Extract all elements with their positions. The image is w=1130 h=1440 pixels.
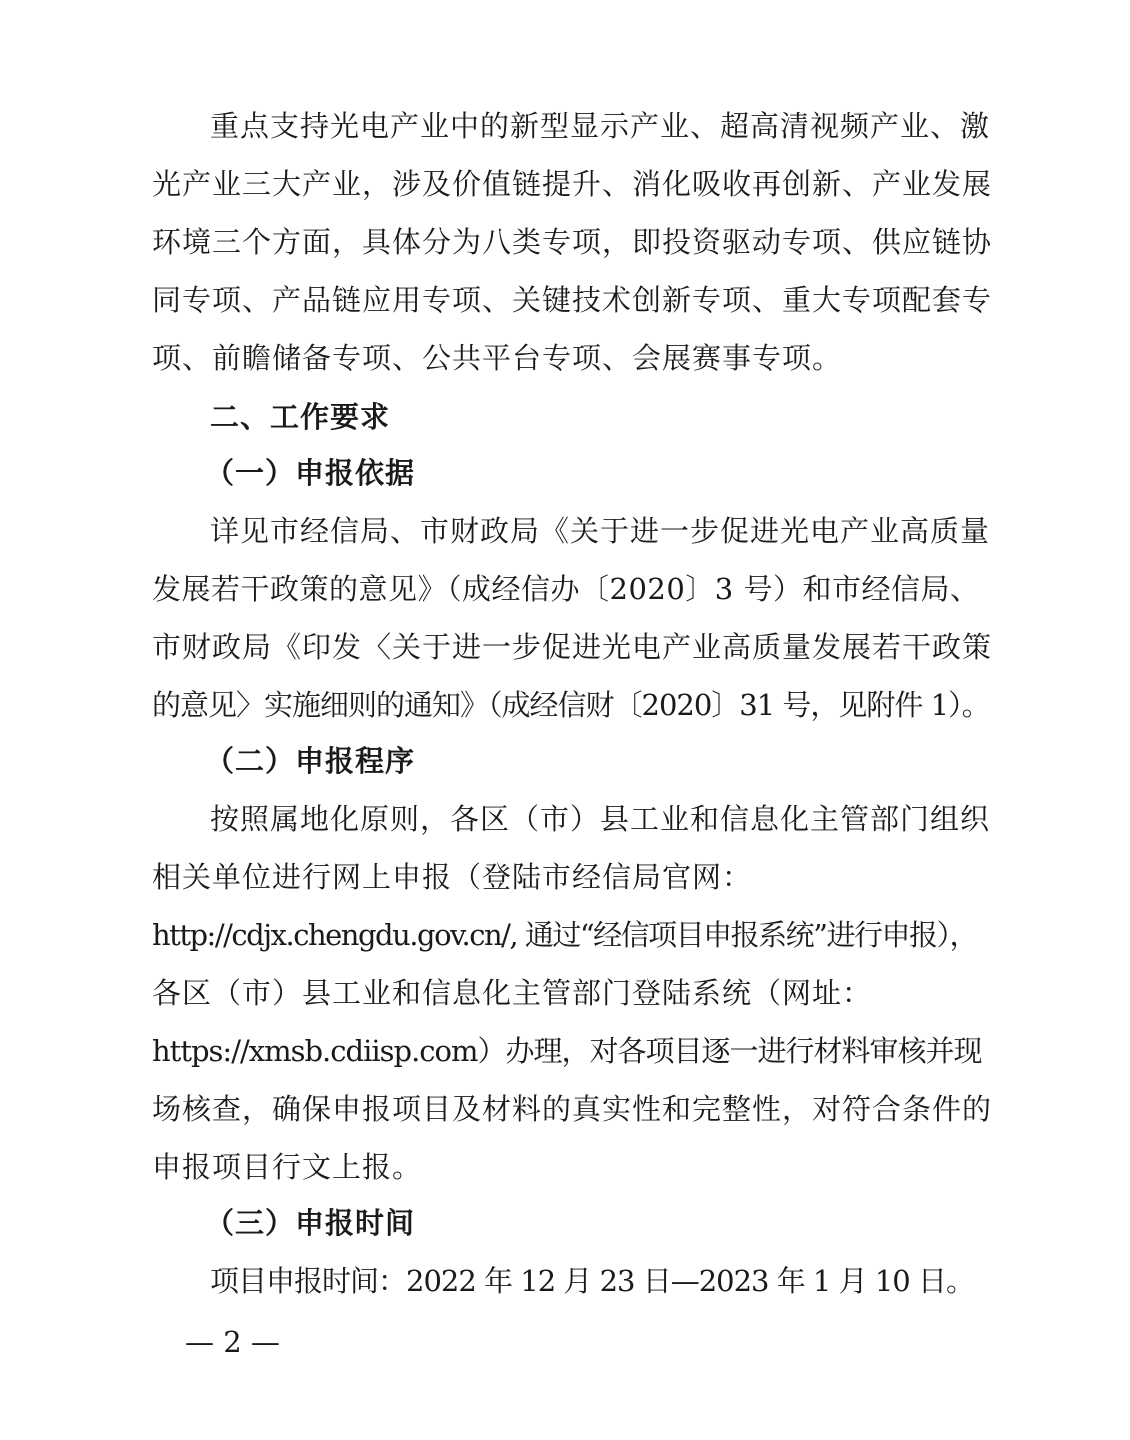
paragraph-support-line-2: 光产业三大产业，涉及价值链提升、消化吸收再创新、产业发展 (152, 167, 993, 201)
section-heading-work-requirements: 二、工作要求 (210, 400, 391, 434)
paragraph-basis-line-4: 的意见〉实施细则的通知》（成经信财〔2020〕31 号，见附件 1）。 (152, 688, 990, 722)
paragraph-basis-line-2: 发展若干政策的意见》（成经信办〔2020〕3 号）和市经信局、 (152, 572, 980, 606)
paragraph-procedure-line-3: http://cdjx.chengdu.gov.cn/, 通过“经信项目申报系统”进行申报）， (152, 918, 977, 952)
paragraph-support-line-1: 重点支持光电产业中的新型显示产业、超高清视频产业、激 (210, 109, 991, 143)
paragraph-support-line-3: 环境三个方面，具体分为八类专项，即投资驱动专项、供应链协 (152, 225, 993, 259)
paragraph-support-line-5: 项、前瞻储备专项、公共平台专项、会展赛事专项。 (152, 341, 843, 375)
paragraph-procedure-line-5: https://xmsb.cdiisp.com）办理，对各项目逐一进行材料审核并现 (152, 1034, 982, 1068)
paragraph-procedure-line-6: 场核查，确保申报项目及材料的真实性和完整性，对符合条件的 (152, 1092, 993, 1126)
paragraph-basis-line-1: 详见市经信局、市财政局《关于进一步促进光电产业高质量 (210, 514, 991, 548)
subheading-procedure: （二）申报程序 (205, 744, 416, 778)
subheading-time: （三）申报时间 (205, 1206, 416, 1240)
page-number: — 2 — (185, 1325, 280, 1359)
paragraph-procedure-line-4: 各区（市）县工业和信息化主管部门登陆系统（网址： (152, 976, 873, 1010)
paragraph-time-line: 项目申报时间：2022 年 12 月 23 日—2023 年 1 月 10 日。 (210, 1264, 974, 1298)
paragraph-basis-line-3: 市财政局《印发〈关于进一步促进光电产业高质量发展若干政策 (152, 630, 993, 664)
paragraph-procedure-line-2: 相关单位进行网上申报（登陆市经信局官网： (152, 860, 753, 894)
subheading-basis: （一）申报依据 (205, 456, 416, 490)
paragraph-procedure-line-1: 按照属地化原则，各区（市）县工业和信息化主管部门组织 (210, 802, 991, 836)
paragraph-support-line-4: 同专项、产品链应用专项、关键技术创新专项、重大专项配套专 (152, 283, 993, 317)
paragraph-procedure-line-7: 申报项目行文上报。 (152, 1150, 423, 1184)
